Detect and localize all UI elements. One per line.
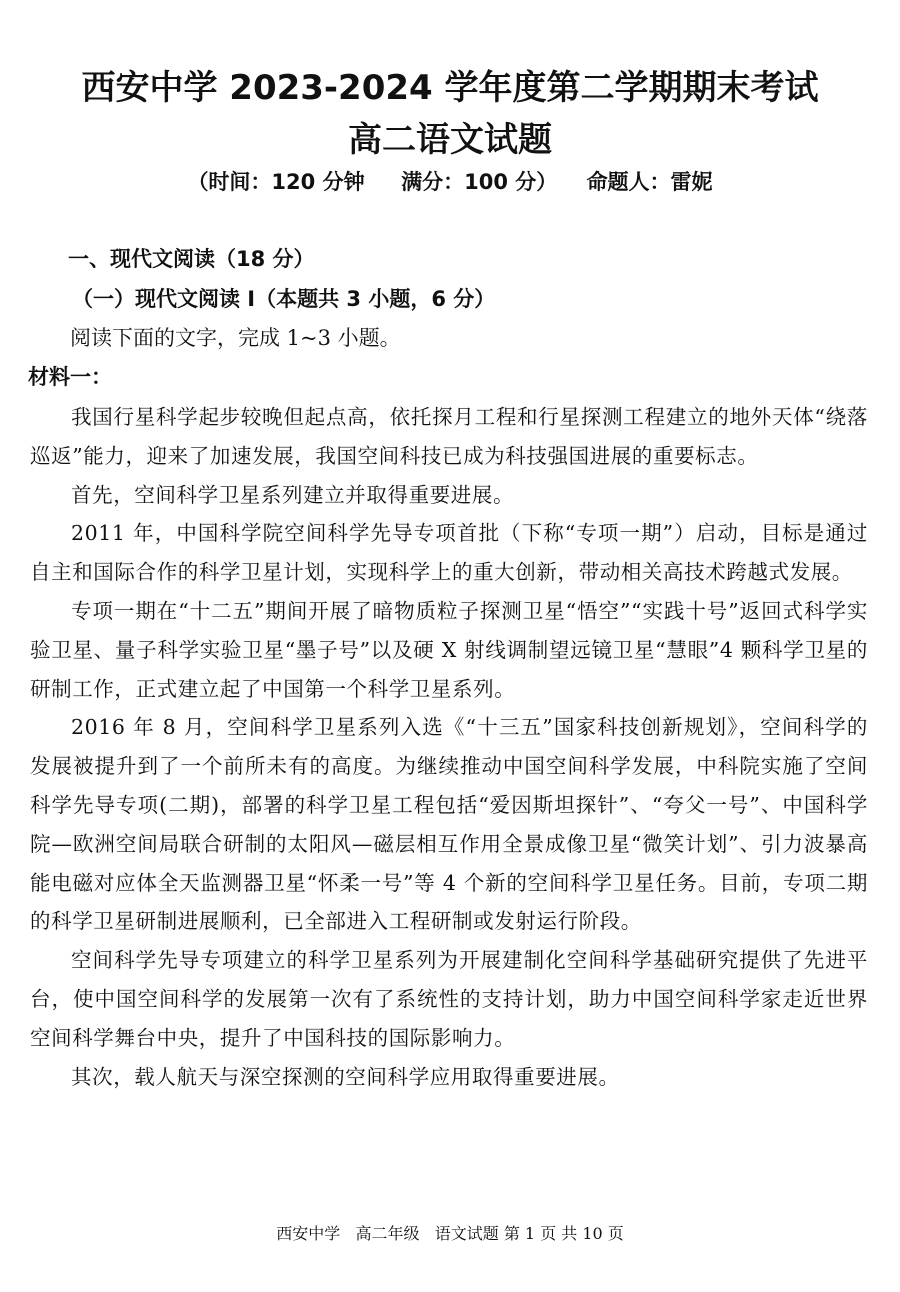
paragraph: 专项一期在“十二五”期间开展了暗物质粒子探测卫星“悟空”“实践十号”返回式科学实验卫星、量子科学实验卫星“墨子号”以及硬 X 射线调制望远镜卫星“慧眼”4 颗科学卫星的研制工作，正式建立起了中国第一个科学卫星系列。 [30,598,868,701]
reading-instruction: 阅读下面的文字，完成 1~3 小题。 [70,326,401,350]
exam-info [0,166,900,198]
section-heading: 一、现代文阅读（18 分） [68,247,315,271]
exam-title: 西安中学 2023-2024 学年度第二学期期末考试 [81,68,819,108]
reading-passage [30,398,868,1096]
exam-score: 满分：100 分） [401,170,558,194]
section-subheading: （一）现代文阅读 I（本题共 3 小题，6 分） [72,287,496,311]
material-label: 材料一： [28,365,112,389]
exam-author: 命题人：雷妮 [586,170,713,194]
paragraph: 首先，空间科学卫星系列建立并取得重要进展。 [71,482,515,507]
paragraph: 我国行星科学起步较晚但起点高，依托探月工程和行星探测工程建立的地外天体“绕落巡返”能力，迎来了加速发展，我国空间科技已成为科技强国进展的重要标志。 [30,405,868,468]
footer-grade: 高二年级 [355,1224,420,1243]
exam-time: （时间：120 分钟 [187,170,365,194]
paragraph: 2016 年 8 月，空间科学卫星系列入选《“十三五”国家科技创新规划》，空间科学的发展被提升到了一个前所未有的高度。为继续推动中国空间科学发展，中科院实施了空间科学先导专项(二期)，部署的科学卫星工程包括“爱因斯坦探针”、“夸父一号”、中国科学院—欧洲空间局联合研制的太阳风—磁层相互作用全景成像卫星“微笑计划”、引力波暴高能电磁对应体全天监测器卫星“怀柔一号”等 4 个新的空间科学卫星任务。目前，专项二期的科学卫星研制进展顺利，已全部进入工程研制或发射运行阶段。 [30,715,868,934]
exam-subtitle: 高二语文试题 [348,120,552,160]
page-footer [0,1222,900,1246]
footer-page-info: 语文试题 第 1 页 共 10 页 [434,1224,624,1243]
paragraph: 2011 年，中国科学院空间科学先导专项首批（下称“专项一期”）启动，目标是通过自主和国际合作的科学卫星计划，实现科学上的重大创新，带动相关高技术跨越式发展。 [30,521,868,585]
paragraph: 空间科学先导专项建立的科学卫星系列为开展建制化空间科学基础研究提供了先进平台，使中国空间科学的发展第一次有了系统性的支持计划，助力中国空间科学家走近世界空间科学舞台中央，提升了中国科技的国际影响力。 [30,948,868,1050]
footer-school: 西安中学 [276,1224,341,1243]
paragraph: 其次，载人航天与深空探测的空间科学应用取得重要进展。 [71,1064,620,1089]
